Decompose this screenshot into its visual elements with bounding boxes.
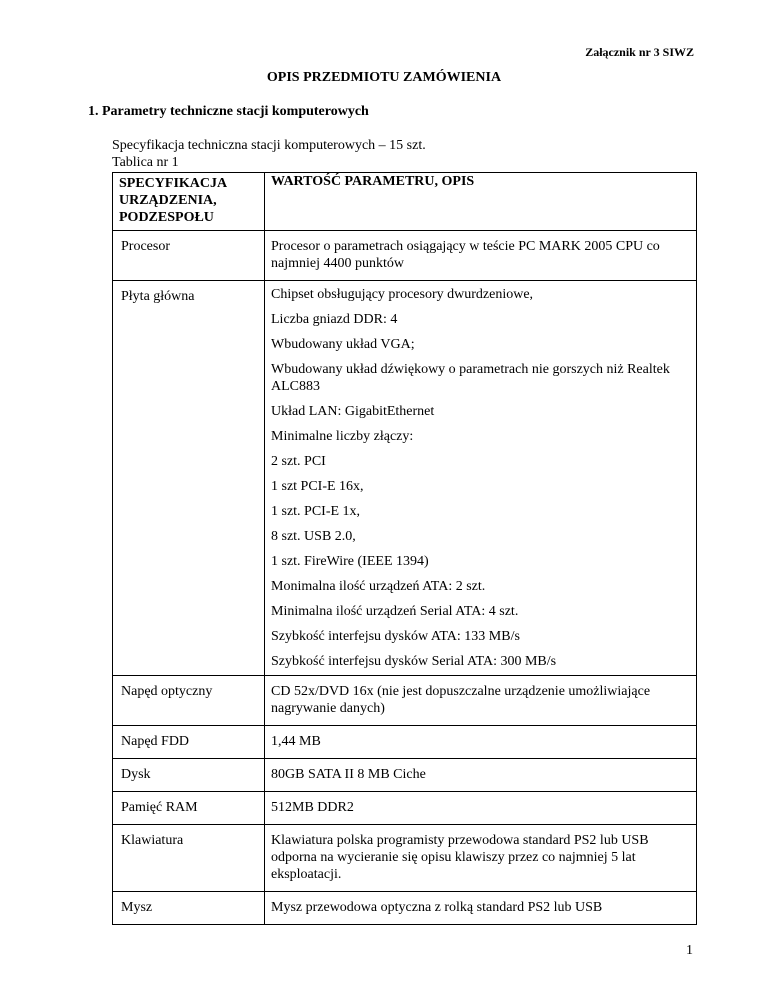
table-row xyxy=(113,726,697,759)
page-number: 1 xyxy=(686,943,693,958)
header-cell-parameter: WARTOŚĆ PARAMETRU, OPIS xyxy=(265,173,697,231)
spec-line: Minimalna ilość urządzeń Serial ATA: 4 szt. xyxy=(271,604,519,619)
intro-line-specification: Specyfikacja techniczna stacji komputerowych – 15 szt. xyxy=(112,138,426,153)
spec-line: 2 szt. PCI xyxy=(271,454,326,469)
document-title: OPIS PRZEDMIOTU ZAMÓWIENIA xyxy=(266,70,502,85)
row-value: 1,44 MB xyxy=(265,726,697,759)
row-value: Mysz przewodowa optyczna z rolką standard PS2 lub USB xyxy=(265,892,697,925)
row-label: Napęd optyczny xyxy=(113,676,265,726)
table-header-row xyxy=(113,173,697,231)
spec-line: 8 szt. USB 2.0, xyxy=(271,529,356,544)
header-line: PODZESPOŁU xyxy=(119,210,214,225)
intro-line-table-number: Tablica nr 1 xyxy=(112,155,179,170)
row-label: Mysz xyxy=(113,892,265,925)
row-label: Procesor xyxy=(113,231,265,281)
table-row xyxy=(113,825,697,892)
table-row xyxy=(113,231,697,281)
row-label: Dysk xyxy=(113,759,265,792)
spec-line: 1 szt. FireWire (IEEE 1394) xyxy=(271,554,429,569)
header-line: SPECYFIKACJA xyxy=(119,176,228,191)
row-label: Pamięć RAM xyxy=(113,792,265,825)
header-line: URZĄDZENIA, xyxy=(119,193,217,208)
header-cell-component xyxy=(113,173,265,231)
spec-line: Szybkość interfejsu dysków ATA: 133 MB/s xyxy=(271,629,520,644)
intro-text xyxy=(112,137,426,171)
row-label: Klawiatura xyxy=(113,825,265,892)
row-label: Napęd FDD xyxy=(113,726,265,759)
row-value: Klawiatura polska programisty przewodowa standard PS2 lub USB odporna na wycieranie się opisu klawiszy przez co najmniej 5 lat eksploatacji. xyxy=(265,825,697,892)
spec-line: 1 szt. PCI-E 1x, xyxy=(271,504,361,519)
spec-line: Układ LAN: GigabitEthernet xyxy=(271,404,435,419)
row-label: Płyta główna xyxy=(113,281,265,676)
row-value-list xyxy=(265,281,697,676)
table-row xyxy=(113,892,697,925)
spec-line: Minimalne liczby złączy: xyxy=(271,429,414,444)
spec-line: Wbudowany układ dźwiękowy o parametrach nie gorszych niż Realtek ALC883 xyxy=(271,362,670,394)
table-row xyxy=(113,676,697,726)
specification-table xyxy=(112,172,697,925)
annex-label: Załącznik nr 3 SIWZ xyxy=(585,45,694,59)
row-value: 80GB SATA II 8 MB Ciche xyxy=(265,759,697,792)
spec-line: Monimalna ilość urządzeń ATA: 2 szt. xyxy=(271,579,486,594)
table-row xyxy=(113,792,697,825)
spec-line: Chipset obsługujący procesory dwurdzeniowe, xyxy=(271,287,534,302)
spec-line: 1 szt PCI-E 16x, xyxy=(271,479,364,494)
spec-line: Wbudowany układ VGA; xyxy=(271,337,415,352)
spec-line: Liczba gniazd DDR: 4 xyxy=(271,312,398,327)
row-value: CD 52x/DVD 16x (nie jest dopuszczalne urządzenie umożliwiające nagrywanie danych) xyxy=(265,676,697,726)
row-value: 512MB DDR2 xyxy=(265,792,697,825)
spec-line: Szybkość interfejsu dysków Serial ATA: 300 MB/s xyxy=(271,654,557,669)
table-row xyxy=(113,281,697,676)
row-value: Procesor o parametrach osiągający w teście PC MARK 2005 CPU co najmniej 4400 punktów xyxy=(265,231,697,281)
table-row xyxy=(113,759,697,792)
section-heading: 1. Parametry techniczne stacji komputerowych xyxy=(88,104,369,119)
